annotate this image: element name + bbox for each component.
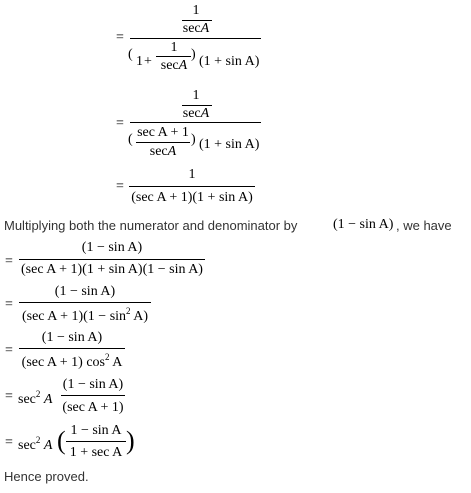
sentence-before: Multiplying both the numerator and denominator by <box>4 218 298 233</box>
line2-num: (1 − sin A) <box>54 284 116 299</box>
step2-main-bar <box>130 122 261 123</box>
line1-num: (1 − sin A) <box>81 240 143 255</box>
step1-num-sec: secA <box>182 21 210 36</box>
line3-num: (1 − sin A) <box>41 330 103 345</box>
line3-den: (sec A + 1) $\cos^2 A$ <box>21 352 123 370</box>
step1-den-close: ) <box>191 47 196 62</box>
line5-open: ( <box>57 426 66 455</box>
line5-num: 1 − sin A <box>70 423 122 438</box>
line2-bar <box>19 302 151 303</box>
step2-num: 1 <box>192 88 200 103</box>
step3-den: (sec A + 1)(1 + sin A) <box>131 190 253 205</box>
line5-den: 1 + sec A <box>69 445 123 460</box>
step1-den-inner-bar <box>156 56 191 57</box>
step3-bar <box>129 186 255 187</box>
step3-num: 1 <box>188 167 196 182</box>
line1-bar <box>19 259 205 260</box>
step2-den-tail: (1 + sin A) <box>199 137 260 152</box>
step2-den-inner-bar <box>136 142 190 143</box>
step1-den-plus: + <box>144 54 152 69</box>
step2-den-close: ) <box>191 132 196 147</box>
step2-den-open: ( <box>128 132 133 147</box>
line5-equals: = <box>5 435 13 450</box>
step2-num-sec: secA <box>182 106 210 121</box>
line4-equals: = <box>5 389 13 404</box>
sentence-expr: (1 − sin A) <box>333 217 394 232</box>
line2-equals: = <box>5 297 13 312</box>
line1-equals: = <box>5 254 13 269</box>
step1-den-inner-sec: secA <box>160 58 188 73</box>
line4-bar <box>61 395 125 396</box>
line3-equals: = <box>5 343 13 358</box>
step1-num: 1 <box>192 3 200 18</box>
step2-den-inner-num: sec A + 1 <box>137 125 189 140</box>
step1-equals: = <box>116 30 124 45</box>
line4-den: (sec A + 1) <box>62 400 124 415</box>
step1-den-inner-num: 1 <box>170 40 178 55</box>
line5-bar <box>66 441 126 442</box>
conclusion: Hence proved. <box>4 469 89 484</box>
line4-num: (1 − sin A) <box>62 377 124 392</box>
line2-den: (sec $A + 1)(1 - \sin^2 A)$ <box>21 306 149 324</box>
step1-den-tail: (1 + sin A) <box>199 54 260 69</box>
line4-lead: $\sec^2 A$ <box>18 389 53 407</box>
step3-equals: = <box>116 179 124 194</box>
step1-den-one: 1 <box>136 54 143 69</box>
line1-den: (sec A + 1)(1 + sin A)(1 − sin A) <box>21 262 203 277</box>
line5-lead: $\sec^2 A$ <box>18 435 53 453</box>
step2-den-inner-sec: secA <box>149 144 177 159</box>
sentence-after: , we have <box>396 218 452 233</box>
step1-den-open: ( <box>128 47 133 62</box>
step2-equals: = <box>116 116 124 131</box>
line3-bar <box>19 348 125 349</box>
line5-close: ) <box>126 426 135 455</box>
step1-main-bar <box>130 38 261 39</box>
